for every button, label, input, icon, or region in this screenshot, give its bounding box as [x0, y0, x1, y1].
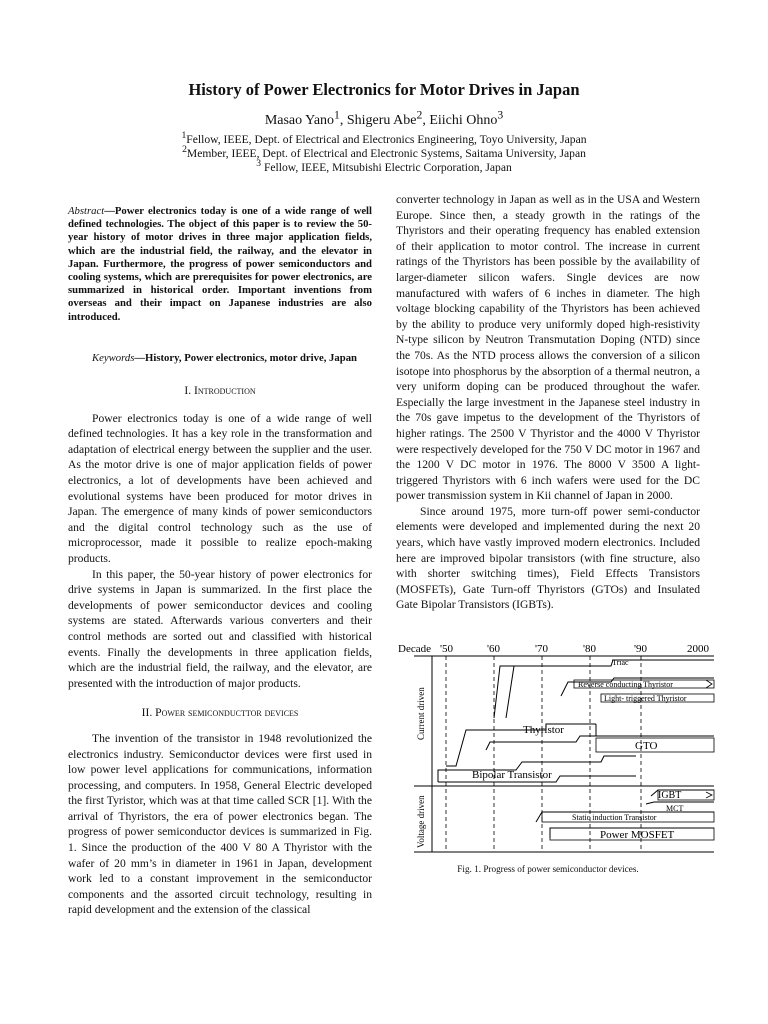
- current-driven-label: Current driven: [416, 687, 426, 740]
- figure-1: [396, 636, 726, 856]
- section-heading-introduction: I. Introduction: [184, 384, 256, 398]
- keywords: Keywords—History, Power electronics, motor drive, Japan: [92, 351, 357, 364]
- device-bjt: Bipolar Transistor: [472, 769, 552, 781]
- author-list: [0, 108, 768, 129]
- affiliation-1: $^1$Fellow, IEEE, Dept. of Electrical and Electronics Engineering, Toyo University, Japan: [181, 130, 587, 146]
- intro-paragraph-1: Power electronics today is one of a wide range of well defined technologies. It has a key role in the transformation and adaptation of electrical energy between the supplier and the user. As the motor drive is one of major application fields of power electronics, a lot of developments have been achieved and evolutional systems have been produced for motor drives in Japan. The emergence of many kinds of power semiconductors and the digital control technology such as the use of microprocessor, made it possible to realize epoch-making products.: [68, 411, 372, 565]
- decade-90: '90: [634, 643, 647, 655]
- device-igbt: IGBT: [658, 790, 682, 801]
- voltage-driven-label: Voltage driven: [416, 795, 426, 848]
- decade-axis-label: Decade: [398, 643, 431, 655]
- abstract: Abstract—Power electronics today is one of a wide range of well defined technologies. The object of this paper is to review the 50-year history of motor drives in three major application fields, which are the industrial field, the railway, and the elevator in Japan. Furthermore, the progress of power semiconductors and cooling systems, which are prerequisites for power electronics, are summarized in historical order. Important inventions from overseas and their impact on Japanese industries are also introduced.: [68, 205, 372, 323]
- intro-paragraph-2: In this paper, the 50-year history of power electronics for drive systems in Japan is summarized. In the first place the developments of power semiconductor devices and cooling systems are stated. Afterwards various converters and their control methods are sorted out and classified with historical events. Finally the developments in three application fields, which are the industrial field, the railway, and the elevator, are presented with the introduction of major products.: [68, 567, 372, 690]
- paper-title: History of Power Electronics for Motor Drives in Japan: [188, 80, 580, 99]
- decade-60: '60: [487, 643, 500, 655]
- author-3: Eiichi Ohno$^3$: [429, 108, 504, 128]
- device-mosfet: Power MOSFET: [600, 829, 675, 841]
- author-2: Shigeru Abe$^2$,: [346, 108, 430, 128]
- device-ltt: Light- triggered Thyristor: [604, 694, 687, 703]
- device-triac: Triac: [612, 658, 629, 667]
- figure-1-caption: Fig. 1. Progress of power semiconductor devices.: [457, 864, 639, 874]
- right-column: [396, 192, 700, 613]
- device-thyristor: Thyristor: [523, 724, 564, 736]
- affiliation-3: $^3$ Fellow, IEEE, Mitsubishi Electric Corporation, Japan: [256, 158, 512, 174]
- left-column: [68, 205, 372, 918]
- decade-70: '70: [535, 643, 548, 655]
- affiliation-2: $^2$Member, IEEE, Dept. of Electrical and Electronic Systems, Saitama University, Japan: [182, 144, 586, 160]
- section-heading-power-semiconductor: II. Power semiconducttor devices: [141, 706, 299, 720]
- device-mct: MCT: [666, 804, 684, 813]
- abstract-label: Abstract: [68, 205, 105, 217]
- author-1: Masao Yano$^1$,: [264, 108, 347, 128]
- right-paragraph-2: Since around 1975, more turn-off power semi-conductor elements were developed and implemented during the next 20 years, which have vastly improved modern electronics. Included here are improved bipolar transistors (with fine structure, also with shorter switching times), Field Effects Transistors (MOSFETs), Gate Turn-off Thyristors (GTOs) and Insulated Gate Bipolar Transistors (IGBTs).: [396, 504, 700, 612]
- device-gto: GTO: [635, 740, 658, 752]
- keywords-label: Keywords: [92, 351, 135, 364]
- decade-80: '80: [583, 643, 596, 655]
- sec2-paragraph-1: The invention of the transistor in 1948 revolutionized the electronics industry. Semiconductor devices were first used in low power level applications for communications, information processing, and computers. In 1958, General Electric developed the first Tyristor, which was at that time called SCR [1]. With the arrival of Thyristors, the era of power electronics began. The progress of power semiconductor devices is summarized in Fig. 1. Since the production of the 400 V 80 A Thyristor with the wafer of 20 mm’s in diameter in 1961 in Japan, development work led to a constant improvement in the semiconductor components and the assorted circuit technology, resulting in rapid development and the extension of the classical: [68, 731, 372, 917]
- right-paragraph-1: converter technology in Japan as well as in the USA and Western Europe. Since then, a steady growth in the ratings of the Thyristors and their operating frequency has enabled extension of their application to motor control. The increase in current ratings of the Thyristors has been possible by the availability of larger-diameter silicon wafers. Single devices are now manufactured with wafers of 6 inches in diameter. The high voltage blocking capability of the Thyristors has been achieved by the ability to produce very uniformly doped high-resistivity N-type silicon by Neutron Transmutation Doping (NTD) since the 70s. As the NTD process allows the conversion of a silicon isotope into phosphorus by the absorption of a thermal neutron, a very uniform doping can be produced throughout the wafer. Especially the large investment in the Japanese steel industry in the 70s gave impetus to the development of the Thyristors of higher ratings. The 2500 V Thyristor and the 4000 V Thyristor were respectively developed for the 750 V DC motor in 1967 and the 1200 V DC motor in 1976. The 8000 V 3500 A light-triggered Thyristors with 6 inch wafers were used for the DC power transmission system in Kii channel of Japan in 2000.: [396, 193, 700, 503]
- device-sit: Static induction Transistor: [572, 813, 657, 822]
- decade-2000: 2000: [687, 643, 709, 655]
- decade-50: '50: [440, 643, 453, 655]
- device-rct: Reverse conducting Thyristor: [578, 680, 673, 689]
